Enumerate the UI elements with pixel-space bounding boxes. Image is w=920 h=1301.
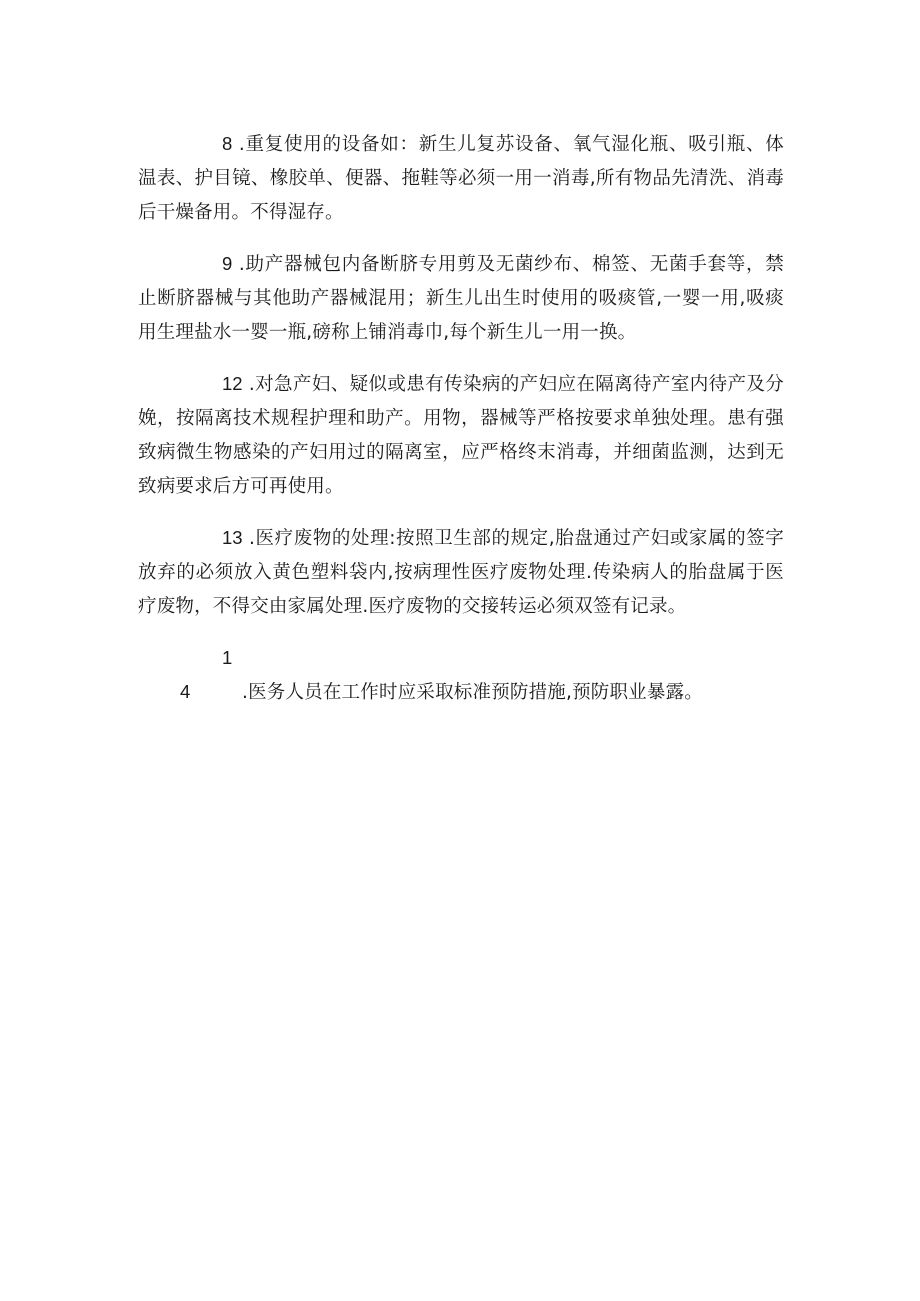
paragraph-number: 9: [222, 253, 233, 274]
document-body: [138, 127, 784, 727]
paragraph-text: .医疗废物的处理:按照卫生部的规定,胎盘通过产妇或家属的签字放弃的必须放入黄色塑料袋内,按病理性医疗废物处理.传染病人的胎盘属于医疗废物，不得交由家属处理.医疗废物的交接转运必须双签有记录。: [138, 528, 784, 617]
paragraph-number: 13: [222, 527, 243, 548]
paragraph-number: 8: [222, 133, 233, 154]
paragraph-text: .医务人员在工作时应采取标准预防措施,预防职业暴露。: [242, 682, 703, 703]
paragraph-8: [138, 127, 784, 230]
paragraph-12: [138, 367, 784, 504]
paragraph-number: 12: [222, 373, 243, 394]
paragraph-text: .助产器械包内备断脐专用剪及无菌纱布、棉签、无菌手套等，禁止断脐器械与其他助产器械混用；新生儿出生时使用的吸痰管,一婴一用,吸痰用生理盐水一婴一瓶,磅称上铺消毒巾,每个新生儿一用一换。: [138, 254, 784, 343]
paragraph-text: .重复使用的设备如：新生儿复苏设备、氧气湿化瓶、吸引瓶、体温表、护目镜、橡胶单、便器、拖鞋等必须一用一消毒,所有物品先清洗、消毒后干燥备用。不得湿存。: [138, 134, 784, 223]
paragraph-13: [138, 521, 784, 624]
paragraph-14: [138, 641, 784, 710]
paragraph-text: .对急产妇、疑似或患有传染病的产妇应在隔离待产室内待产及分娩，按隔离技术规程护理和助产。用物，器械等严格按要求单独处理。患有强致病微生物感染的产妇用过的隔离室，应严格终末消毒，并细菌监测，达到无致病要求后方可再使用。: [138, 374, 784, 497]
paragraph-9: [138, 247, 784, 350]
paragraph-number: 14: [180, 647, 233, 702]
